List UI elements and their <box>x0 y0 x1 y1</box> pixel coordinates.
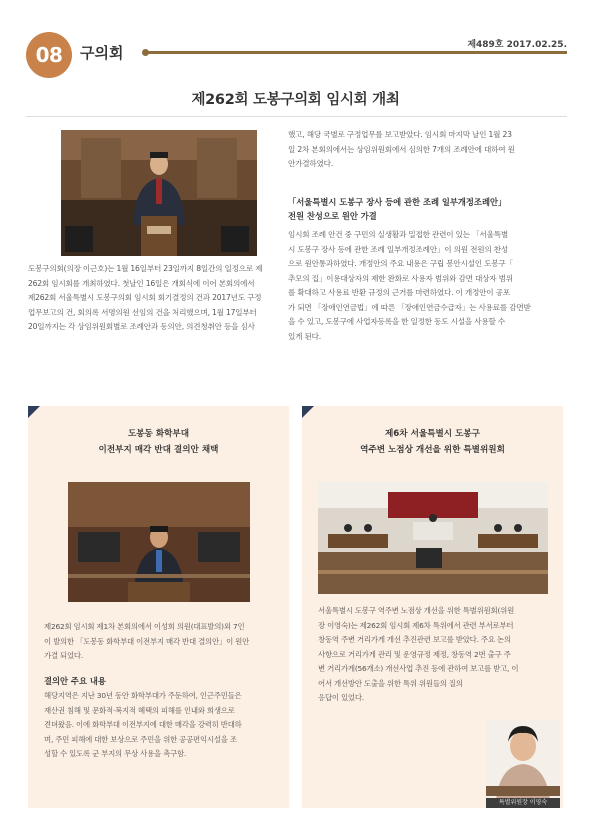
text-line: 이 발의한 「도봉동 화학부대 이전부지 매각 반대 결의안」이 원안 <box>44 636 250 646</box>
main-article-right-text-top <box>288 128 566 172</box>
committee-text <box>318 604 552 706</box>
text-line: 변 거리가게(56개소) 개선사업 추진 등에 관하여 보고를 받고, 이 <box>318 664 519 673</box>
text-line: 했고, 해당 국별로 구정업무를 보고받았다. 임시회 마지막 날인 1월 23 <box>288 130 512 139</box>
text-line: 며, 주민 피해에 대한 보상으로 주민을 위한 공공편익시설을 조 <box>44 734 237 744</box>
chemical-unit-resolution-box <box>28 406 289 808</box>
text-line: 창동역 주변 거리가게 개선 추진관련 보고를 받았다. 주요 논의 <box>318 635 511 644</box>
text-line: 도봉구의회(의장 이근호)는 1월 16일부터 23일까지 8일간의 일정으로 제 <box>28 264 263 273</box>
text-line: 응답이 있었다. <box>318 693 364 702</box>
text-line: 사항으로 거리가게 관리 및 운영규정 제정, 창동역 2번 출구 주 <box>318 649 511 659</box>
text-line: 일 2차 본회의에서는 상임위원회에서 심의한 7개의 조례안에 대하여 원 <box>288 144 515 154</box>
box-title-line-2: 역주변 노점상 개선을 위한 특별위원회 <box>360 445 505 455</box>
text-line: 으로 원안통과하였다. 개정안의 주요 내용은 구립 봉안시설인 도봉구「 <box>288 259 513 268</box>
text-line: 를 확대하고 사용료 반환 규정의 근거를 마련하였다. 이 개정안이 공포 <box>288 288 510 297</box>
text-line: 시 도봉구 장사 등에 관한 조례 일부개정조례안」이 의원 전원의 찬성 <box>288 244 508 254</box>
portrait-caption: 특별위원장 이영숙 <box>486 798 560 808</box>
committee-meeting-photo <box>318 482 548 594</box>
resolution-text-2 <box>44 689 278 762</box>
text-line: 재산권 침해 및 문화적·복지적 혜택의 피해를 인내와 희생으로 <box>44 705 235 715</box>
text-line: 262회 임시회를 개최하였다. 첫날인 16일은 개회식에 이어 본회의에서 <box>28 278 255 288</box>
text-line: 가 되면 「장애인연금법」에 따른 「장애인연금수급자」는 사용료를 감면받 <box>288 302 531 312</box>
text-line: 제262회 서울특별시 도봉구의회 임시회 회기결정의 건과 2017년도 구정 <box>28 293 262 302</box>
text-line: 서울특별시 도봉구 역주변 노점상 개선을 위한 특별위원회(위원 <box>318 606 515 615</box>
text-line: 견뎌왔음. 이에 화학부대 이전부지에 대한 매각을 강력히 반대하 <box>44 720 242 729</box>
section-number-badge: 08 <box>26 32 72 78</box>
resolution-subheading: 결의안 주요 내용 <box>44 676 106 686</box>
box-title-line-1: 제6차 서울특별시 도봉구 <box>385 429 480 439</box>
main-article-title: 제262회 도봉구의회 임시회 개최 <box>191 92 400 108</box>
committee-chair-portrait <box>486 720 560 806</box>
text-line: 추모의 집」이용대상자의 제한 완화로 사용자 범위와 감면 대상자 범위 <box>288 273 513 283</box>
text-line: 을 수 있고, 도봉구에 사업자등록을 한 일정한 동도 시설을 사용할 수 <box>288 317 506 326</box>
street-vendor-committee-box <box>302 406 563 808</box>
box-corner-marker <box>302 406 314 418</box>
council-chairman-photo <box>61 130 257 256</box>
councilor-speech-photo <box>68 482 250 602</box>
box-corner-marker <box>28 406 40 418</box>
title-divider <box>26 116 567 117</box>
text-line: 제262회 임시회 제1차 본회의에서 이성희 의원(대표발의)외 7인 <box>44 622 245 631</box>
text-line: 있게 된다. <box>288 331 321 341</box>
resolution-text-1 <box>44 620 278 664</box>
header-divider <box>145 51 567 54</box>
main-article-right-text-bottom <box>288 228 566 344</box>
box-title-line-2: 이전부지 매각 반대 결의안 채택 <box>98 445 219 455</box>
text-line: 어서 개선방안 도출을 위한 특위 위원들의 질의 <box>318 678 463 688</box>
text-line: 업무보고의 건, 회의록 서명의원 선임의 건을 처리했으며, 1월 17일부터 <box>28 307 257 317</box>
section-title: 구의회 <box>80 44 124 62</box>
text-line: 안가결하였다. <box>288 159 334 168</box>
subheading-line-2: 전원 찬성으로 원안 가결 <box>288 211 377 221</box>
text-line: 가결 되었다. <box>44 651 83 660</box>
ordinance-subheading <box>288 195 568 223</box>
box-title-line-1: 도봉동 화학부대 <box>127 429 190 439</box>
issue-date: 제489호 2017.02.25. <box>467 40 567 50</box>
text-line: 임시회 조례 안건 중 구민의 실생활과 밀접한 관련이 있는 「서울특별 <box>288 230 508 239</box>
text-line: 장 이영숙)는 제262회 임시회 제6차 특위에서 관련 부서로부터 <box>318 620 514 630</box>
main-article-left-text <box>28 262 304 335</box>
text-line: 성할 수 있도록 군 부지의 무상 사용을 촉구함. <box>44 749 187 758</box>
text-line: 20일까지는 각 상임위원회별로 조례안과 동의안, 의견청취안 등을 심사 <box>28 322 255 331</box>
text-line: 해당지역은 지난 30년 동안 화학부대가 주둔하여, 인근주민들은 <box>44 691 242 700</box>
subheading-line-1: 「서울특별시 도봉구 장사 등에 관한 조례 일부개정조례안」 <box>288 197 507 207</box>
